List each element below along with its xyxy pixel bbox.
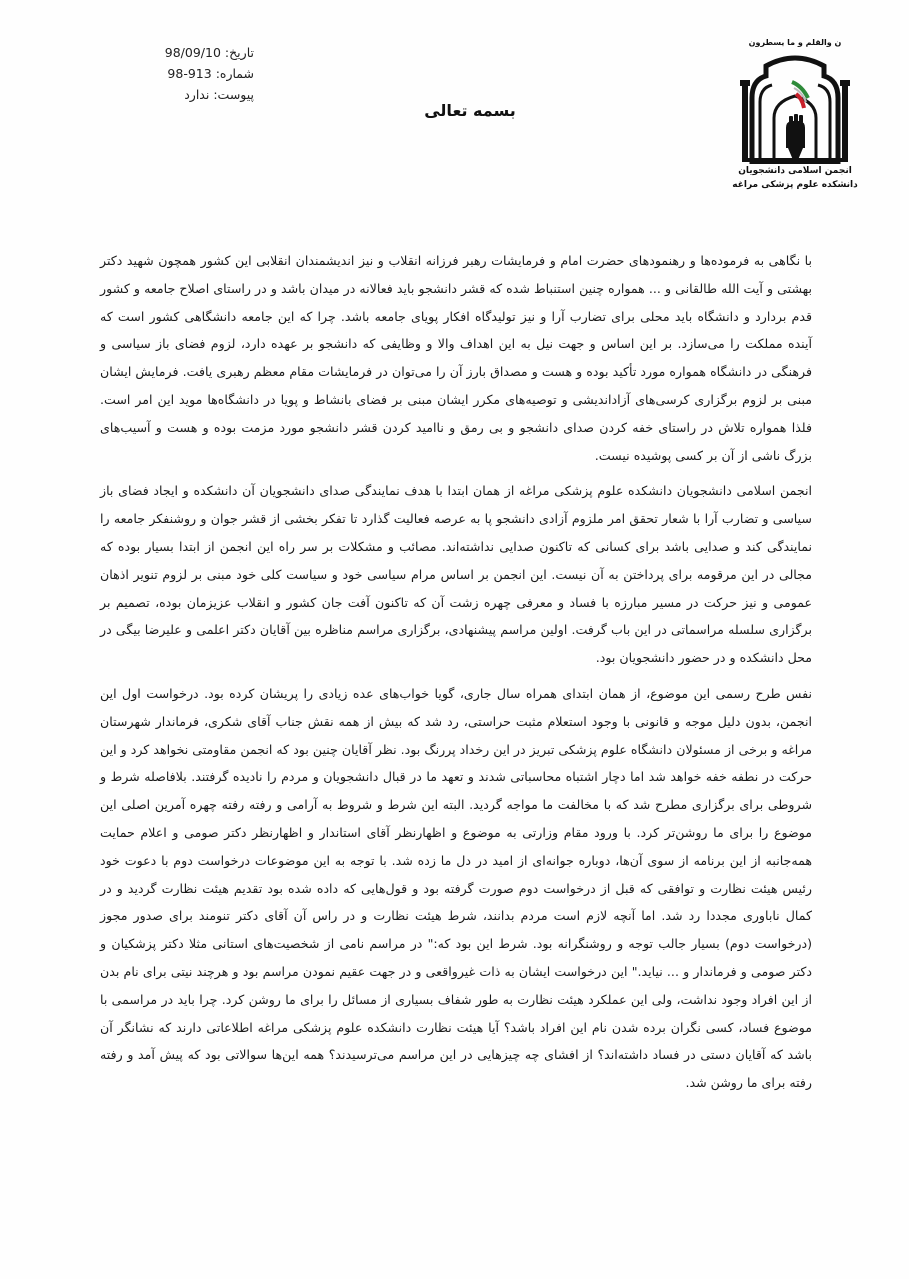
number-value: 913-98 bbox=[167, 66, 212, 81]
attachment-value: ندارد bbox=[184, 87, 210, 102]
letter-meta bbox=[104, 42, 254, 105]
association-logo bbox=[732, 38, 858, 198]
logo-motto: ن والقلم و ما یسطرون bbox=[748, 38, 842, 47]
logo-caption-association: انجمن اسلامی دانشجویان bbox=[738, 166, 852, 176]
letter-body bbox=[100, 247, 812, 1097]
number-row bbox=[104, 63, 254, 84]
date-value: 98/09/10 bbox=[164, 45, 221, 60]
date-label: تاریخ: bbox=[224, 45, 254, 60]
number-label: شماره: bbox=[215, 66, 254, 81]
letter-heading: بسمه تعالی bbox=[424, 101, 516, 120]
logo-caption-faculty: دانشکده علوم پزشکی مراغه bbox=[732, 180, 858, 190]
body-paragraph: انجمن اسلامی دانشجویان دانشکده علوم پزشکی مراغه از همان ابتدا با هدف نمایندگی صدای دانشجویان آن دانشکده و ایجاد فضای باز سیاسی و تضارب آرا با شعار تحقق امر ملزوم آزادی دانشجو پا به عرصه فعالیت گذارد تا تفکر بخشی از قشر جوان و روشنفکر جامعه را نمایندگی کند و صدایی باشد برای کسانی که تاکنون صدایی نداشته‌اند. مصائب و مشکلات بر سر راه این انجمن از ابتدا بسیار بوده که مجالی در این مرقومه برای پرداختن به آن نیست. این انجمن بر اساس مرام سیاسی خود و سیاست کلی خود مبنی بر لزوم تنویر اذهان عمومی و نیز حرکت در مسیر مبارزه با فساد و معرفی چهره زشت آن که تاکنون آفت جان کشور و انقلاب عزیزمان بوده، تصمیم بر برگزاری سلسله مراسماتی در این باب گرفت. اولین مراسم پیشنهادی، برگزاری مراسم مناظره بین آقایان دکتر اعلمی و علیرضا بیگی در محل دانشکده و در حضور دانشجویان بود. bbox=[100, 483, 812, 666]
date-row bbox=[104, 42, 254, 63]
mosque-emblem-icon bbox=[738, 52, 852, 164]
body-paragraph: با نگاهی به فرموده‌ها و رهنمودهای حضرت امام و فرمایشات رهبر فرزانه انقلاب و نیز اندیشمندان انقلابی این کشور همچون شهید دکتر بهشتی و آیت الله طالقانی و ... همواره چنین استنباط شده که قشر دانشجو باید فعالانه در میدان باشد و در راستای اصلاح جامعه و کشور قدم بردارد و دانشگاه باید محلی برای تضارب آرا و نیز تولیدگاه افکار پویای جامعه باشد. چرا که این جامعه دانشگاهی کشور است که آینده مملکت را می‌سازد. بر این اساس و جهت نیل به این اهداف والا و وظایفی که دانشجو بر عهده دارد، لزوم فضای باز سیاسی و فرهنگی در دانشگاه همواره مورد تأکید بوده و هست و مصداق بارز آن را می‌توان در فرمایشات مقام معظم رهبری یافت. فرمایش ایشان مبنی بر لزوم برگزاری کرسی‌های آزاداندیشی و توصیه‌های مکرر ایشان مبنی بر فضای بانشاط و پویا در دانشگاه‌ها موید این امر است. فلذا همواره تلاش در راستای خفه کردن صدای دانشجو و بی رمق و ناامید کردن قشر دانشجو مورد مزمت بوده و هست و آسیب‌های بزرگ ناشی از آن بر کسی پوشیده نیست. bbox=[100, 253, 812, 463]
attachment-label: پیوست: bbox=[213, 87, 254, 102]
body-paragraph: نفس طرح رسمی این موضوع، از همان ابتدای همراه سال جاری، گویا خواب‌های عده زیادی را پریشان کرده بود. درخواست اول این انجمن، بدون دلیل موجه و قانونی با وجود استعلام مثبت حراستی، رد شد که بیش از همه نقش جناب آقای شکری، فرماندار شهرستان مراغه و برخی از مسئولان دانشگاه علوم پزشکی تبریز در این رخداد پررنگ بود. نظر آقایان چنین بود که انجمن مقاومتی نخواهد کرد و این حرکت در نطفه خفه خواهد شد اما دچار اشتباه محاسباتی شدند و تعهد ما در قبال دانشجویان و مردم را نادیده گرفتند. بلافاصله شرط و شروطی برای برگزاری مطرح شد که با مخالفت ما مواجه گردید. البته این شرط و شروط به آرامی و رفته رفته چهره آمرین اصلی این موضوع را برای ما روشن‌تر کرد. با ورود مقام وزارتی به موضوع و اظهارنظر آقای استاندار و اظهارنظر دکتر صومی و اعلام حمایت همه‌جانبه از این برنامه از سوی آن‌ها، دوباره جوانه‌ای از امید در دل ما زده شد. با توجه به این موضوعات درخواست دوم با دعوت خود رئیس هیئت نظارت و توافقی که قبل از درخواست دوم صورت گرفته بود و قول‌هایی که داده شده بود تقدیم هیئت نظارت گردید و در کمال ناباوری مجددا رد شد. اما آنچه لازم است مردم بدانند، شرط هیئت نظارت و در راس آن آقای دکتر تنومند برای صدور مجوز (درخواست دوم) بسیار جالب توجه و روشنگرانه بود. شرط این بود که:" در مراسم نامی از شخصیت‌های استانی مثلا دکتر پزشکیان و دکتر صومی و فرماندار و ... نیاید." این درخواست ایشان به ذات غیرواقعی و در جهت عقیم نمودن مراسم بود و هرچند نیتی برای نام بدن از این افراد وجود نداشت، ولی این عملکرد هیئت نظارت به طور شفاف بسیاری از مسائل را برای ما روشن کرد. چرا باید در مراسمی با موضوع فساد، کسی نگران برده شدن نام این افراد باشد؟ آیا هیئت نظارت دانشکده علوم پزشکی مراغه اطلاعاتی دارند که نشانگر آن باشد که آقایان دستی در فساد داشته‌اند؟ از افشای چه چیزهایی در این مراسم می‌ترسیدند؟ همه این‌ها سوالاتی بود که پیش آمد و رفته رفته برای ما روشن شد. bbox=[100, 685, 812, 1091]
attachment-row bbox=[104, 84, 254, 105]
